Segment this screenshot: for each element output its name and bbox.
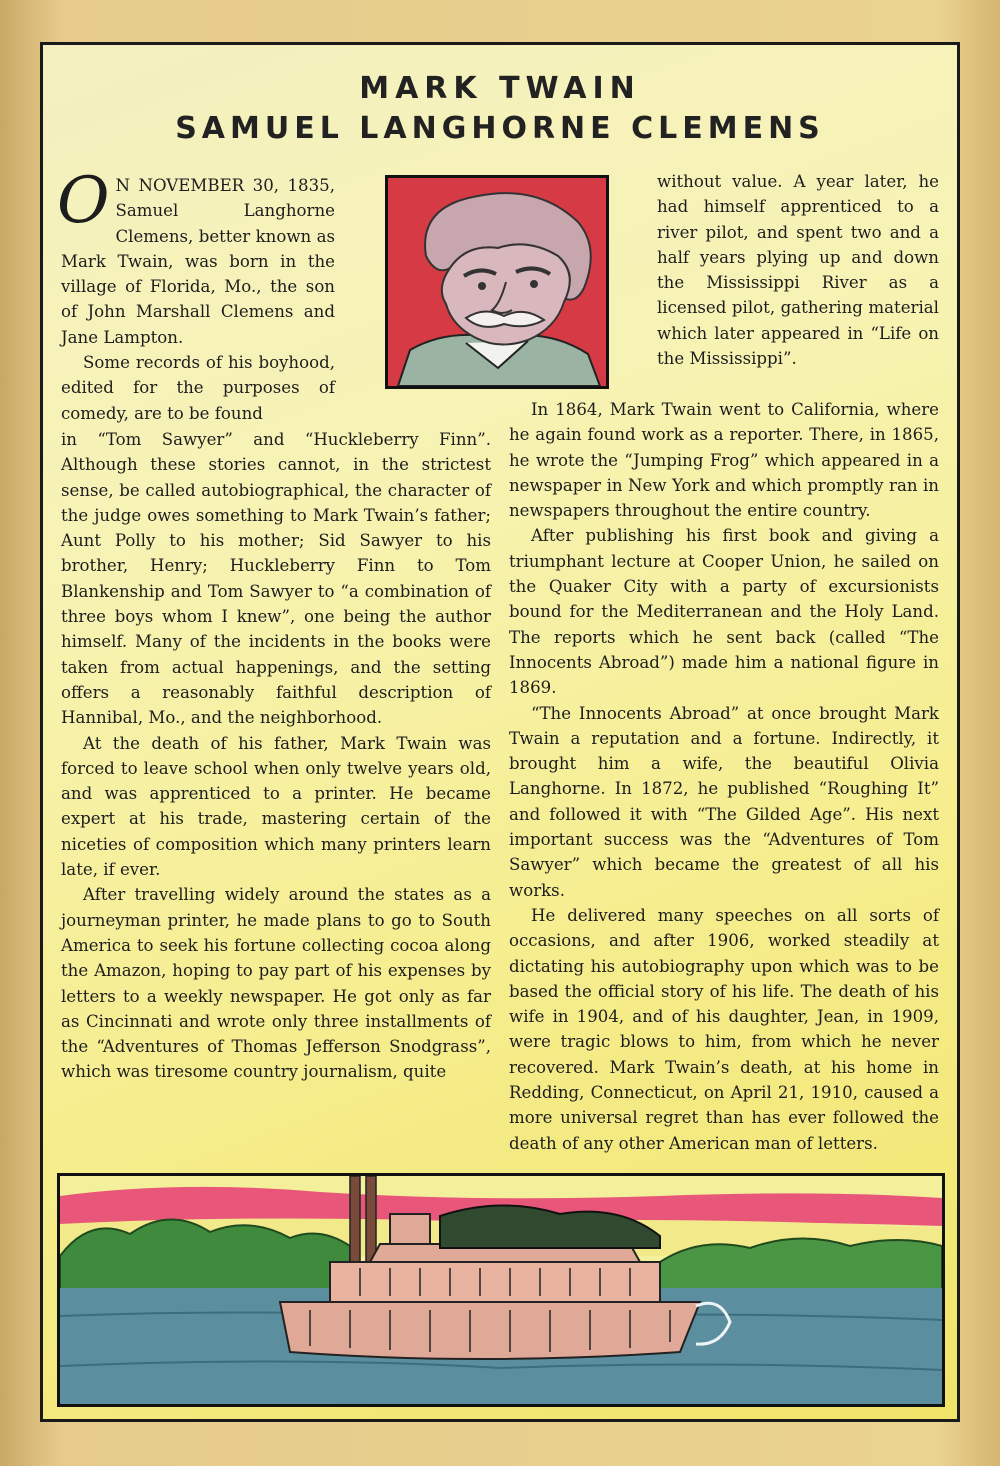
mark-twain-portrait-icon <box>385 175 609 389</box>
title-pen-name: MARK TWAIN <box>359 71 641 106</box>
paragraph-boyhood: Some records of his boyhood, edited for the purposes of comedy, are to be found <box>61 353 335 423</box>
title-full-name: SAMUEL LANGHORNE CLEMENS <box>175 111 825 146</box>
column-right-upper <box>657 169 939 371</box>
mississippi-steamboat-icon <box>57 1173 945 1407</box>
steamboat-drawing <box>60 1176 942 1404</box>
paragraph-journeyman: After travelling widely around the states as a journeyman printer, he made plans to go to South America to seek his fortune collecting cocoa along the Amazon, hoping to pay part of his expenses by letters to a weekly newspaper. He got only as far as Cincinnati and wrote only three installments of the “Adventures of Thomas Jefferson Snodgrass”, which was tiresome country journalism, quite <box>61 885 491 1082</box>
drop-cap: O <box>57 164 110 238</box>
column-left-upper <box>57 164 335 426</box>
column-right-lower <box>509 397 939 1156</box>
paragraph-birth-text: N NOVEMBER 30, 1835, Samuel Langhorne Clemens, better known as Mark Twain, was born in the village of Florida, Mo., the son of John Marshall Clemens and Jane Lampton. <box>61 176 335 347</box>
portrait-drawing <box>388 178 606 386</box>
paragraph-innocents: After publishing his first book and giving a triumphant lecture at Cooper Union, he sailed on the Quaker City with a party of excursionists bound for the Mediterranean and the Holy Land. The reports which he sent back (called “The Innocents Abroad”) made him a national figure in 1869. <box>509 526 939 698</box>
article-frame <box>40 42 960 1422</box>
column-left-lower <box>61 427 491 1085</box>
paragraph-later-life: He delivered many speeches on all sorts of occasions, and after 1906, worked steadily at dictating his autobiography upon which was to be based the official story of his life. The death of his wife in 1904, and of his daughter, Jean, in 1909, were tragic blows to him, from which he never recovered. Mark Twain’s death, at his home in Redding, Connecticut, on April 21, 1910, caused a more universal regret than has ever followed the death of any other American man of letters. <box>509 905 939 1153</box>
paragraph-river-pilot: without value. A year later, he had himself apprenticed to a river pilot, and spent two and a half years plying up and down the Mississippi River as a licensed pilot, gathering material which later appeared in “Life on the Mississippi”. <box>657 172 939 369</box>
paragraph-books: in “Tom Sawyer” and “Huckleberry Finn”. Although these stories cannot, in the strictest sense, be called autobiographical, the character of the judge owes something to Mark Twain’s father; Aunt Polly to his mother; Sid Sawyer to his brother, Henry; Huckleberry Finn to Tom Blankenship and Tom Sawyer to “a combination of three boys whom I knew”, one being the author himself. Many of the incidents in the books were taken from actual happenings, and the setting offers a reasonably faithful description of Hannibal, Mo., and the neighborhood. <box>61 430 491 728</box>
paragraph-california: In 1864, Mark Twain went to California, where he again found work as a reporter. There, in 1865, he wrote the “Jumping Frog” which appeared in a newspaper in New York and which promptly ran in newspapers throughout the entire country. <box>509 400 939 521</box>
paragraph-fortune: “The Innocents Abroad” at once brought Mark Twain a reputation and a fortune. Indirectly, it brought him a wife, the beautiful Olivia Langhorne. In 1872, he published “Roughing It” and followed it with “The Gilded Age”. His next important success was the “Adventures of Tom Sawyer” which became the greatest of all his works. <box>509 703 939 900</box>
paragraph-birth <box>57 164 335 350</box>
paragraph-printer: At the death of his father, Mark Twain was forced to leave school when only twelve years old, and was apprenticed to a printer. He became expert at his trade, mastering certain of the niceties of composition which many printers learn late, if ever. <box>61 733 491 880</box>
